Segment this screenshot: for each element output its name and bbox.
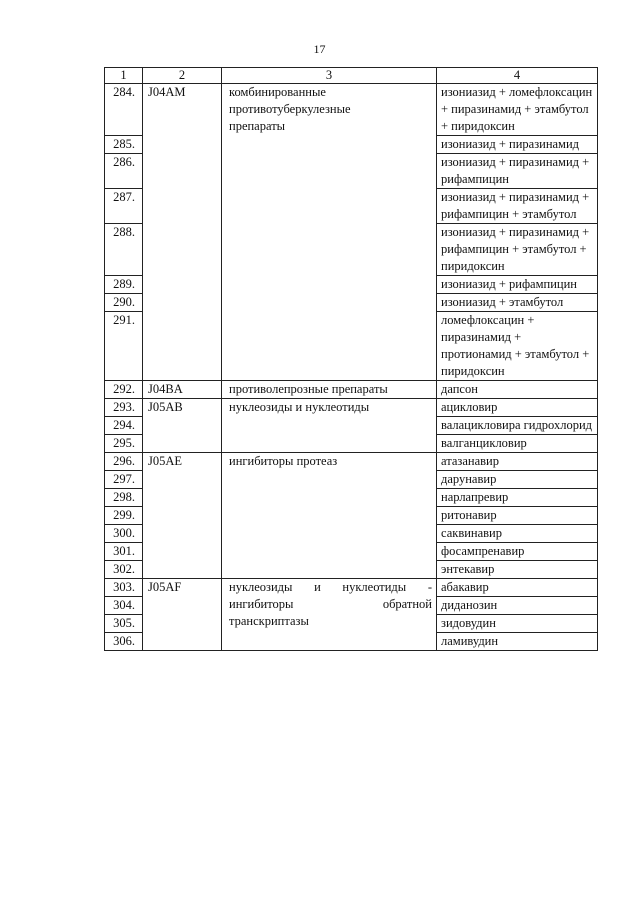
table-row: [105, 381, 598, 399]
drug-group: [222, 381, 437, 399]
drug-group: [222, 84, 437, 381]
table-row: [105, 453, 598, 471]
header-cell: 3: [222, 68, 437, 84]
atc-code: J05AF: [143, 579, 222, 651]
row-number: 303.: [105, 579, 143, 597]
drug-name: изониазид + этамбутол: [437, 294, 598, 312]
drug-group-line: транскриптазы: [229, 614, 309, 628]
row-number: 289.: [105, 276, 143, 294]
atc-code: J05AB: [143, 399, 222, 453]
page-number: 17: [313, 42, 326, 56]
row-number: 291.: [105, 312, 143, 381]
drug-name: атазанавир: [437, 453, 598, 471]
header-cell: 4: [437, 68, 598, 84]
row-number: 306.: [105, 633, 143, 651]
table-row: [105, 579, 598, 597]
drug-group-line: противотуберкулезные: [229, 102, 351, 116]
drug-name: валганцикловир: [437, 435, 598, 453]
drug-name: изониазид + рифампицин: [437, 276, 598, 294]
row-number: 285.: [105, 136, 143, 154]
drug-name: нарлапревир: [437, 489, 598, 507]
header-cell: 2: [143, 68, 222, 84]
drug-group-line: нуклеозиды и нуклеотиды: [229, 400, 370, 414]
drug-group: [222, 399, 437, 453]
drug-group: [222, 579, 437, 651]
row-number: 299.: [105, 507, 143, 525]
drug-group-line: противолепрозные препараты: [229, 382, 388, 396]
row-number: 288.: [105, 224, 143, 276]
drug-group-line: ингибиторы протеаз: [229, 454, 338, 468]
drug-name: ритонавир: [437, 507, 598, 525]
drug-name: изониазид + пиразинамид + рифампицин + этамбутол + пиридоксин: [437, 224, 598, 276]
drug-group-line: ингибиторы обратной: [229, 597, 432, 611]
atc-code: J05AE: [143, 453, 222, 579]
drug-group-line: препараты: [229, 119, 286, 133]
table-header-row: [105, 68, 598, 84]
drug-name: энтекавир: [437, 561, 598, 579]
drug-name: абакавир: [437, 579, 598, 597]
row-number: 292.: [105, 381, 143, 399]
row-number: 296.: [105, 453, 143, 471]
row-number: 298.: [105, 489, 143, 507]
row-number: 304.: [105, 597, 143, 615]
row-number: 302.: [105, 561, 143, 579]
row-number: 295.: [105, 435, 143, 453]
drug-group-line: комбинированные: [229, 85, 326, 99]
drug-table: [104, 67, 598, 651]
drug-name: фосампренавир: [437, 543, 598, 561]
row-number: 290.: [105, 294, 143, 312]
row-number: 300.: [105, 525, 143, 543]
drug-name: дапсон: [437, 381, 598, 399]
table-row: [105, 399, 598, 417]
drug-name: ломефлоксацин + пиразинамид + протионамид + этамбутол + пиридоксин: [437, 312, 598, 381]
drug-name: валацикловира гидрохлорид: [437, 417, 598, 435]
table-row: [105, 84, 598, 136]
drug-name: ламивудин: [437, 633, 598, 651]
row-number: 301.: [105, 543, 143, 561]
row-number: 286.: [105, 154, 143, 189]
drug-name: дарунавир: [437, 471, 598, 489]
row-number: 294.: [105, 417, 143, 435]
drug-group: [222, 453, 437, 579]
drug-name: саквинавир: [437, 525, 598, 543]
row-number: 287.: [105, 189, 143, 224]
drug-name: диданозин: [437, 597, 598, 615]
row-number: 305.: [105, 615, 143, 633]
drug-name: ацикловир: [437, 399, 598, 417]
drug-name: изониазид + пиразинамид + рифампицин: [437, 154, 598, 189]
drug-name: изониазид + пиразинамид: [437, 136, 598, 154]
row-number: 297.: [105, 471, 143, 489]
atc-code: J04AM: [143, 84, 222, 381]
row-number: 284.: [105, 84, 143, 136]
drug-name: изониазид + ломефлоксацин + пиразинамид + этамбутол + пиридоксин: [437, 84, 598, 136]
drug-group-line: нуклеозиды и нуклеотиды -: [229, 580, 432, 594]
drug-name: изониазид + пиразинамид + рифампицин + этамбутол: [437, 189, 598, 224]
atc-code: J04BA: [143, 381, 222, 399]
row-number: 293.: [105, 399, 143, 417]
drug-name: зидовудин: [437, 615, 598, 633]
header-cell: 1: [105, 68, 143, 84]
